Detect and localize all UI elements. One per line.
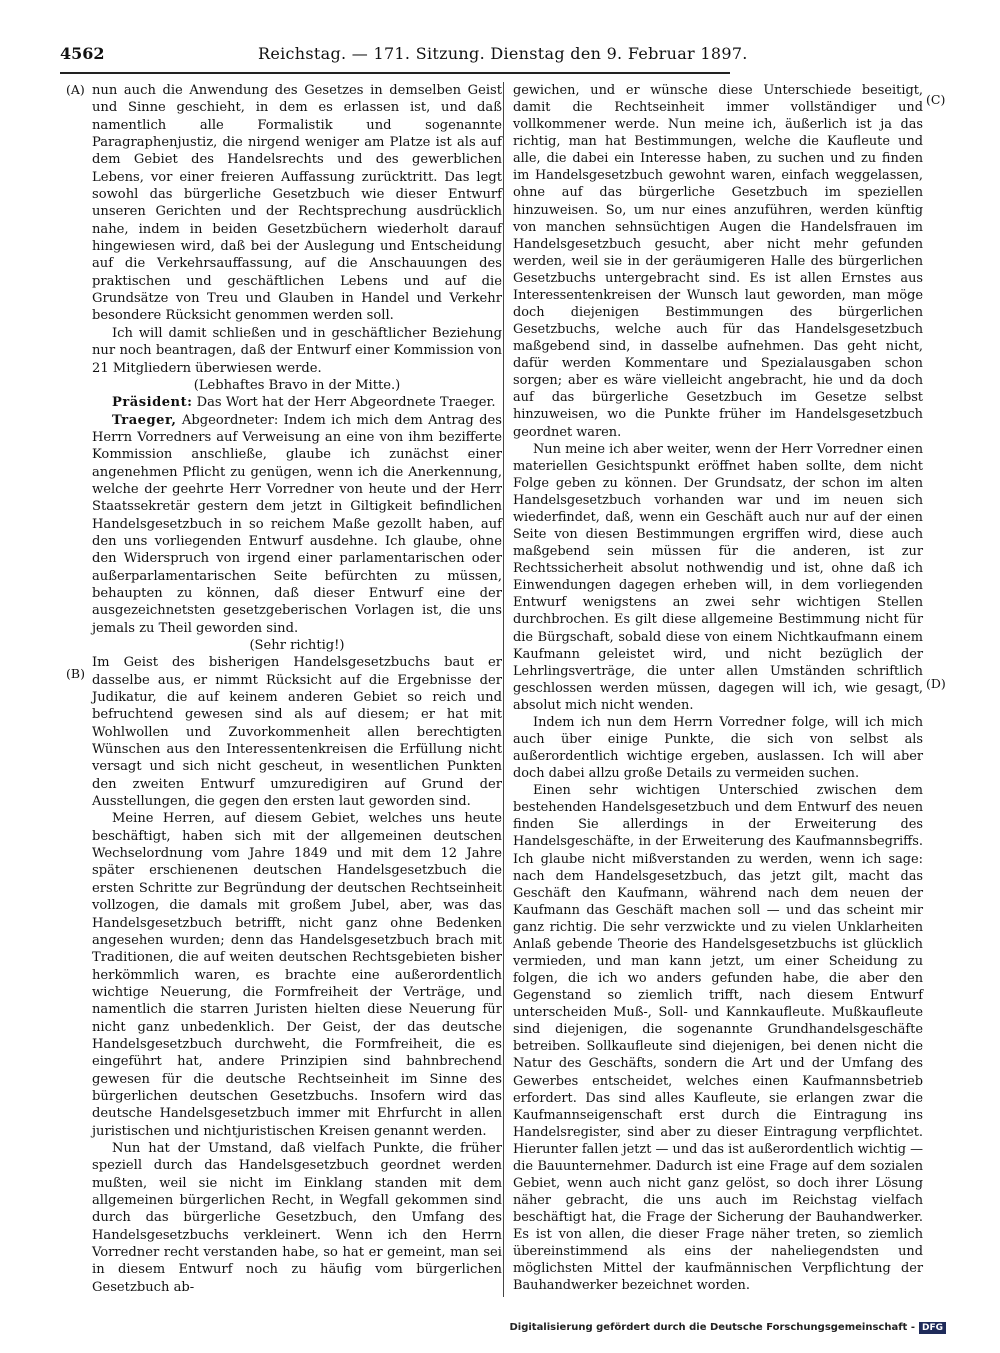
paragraph: Einen sehr wichtigen Unterschied zwischen dem bestehenden Handelsgesetzbuch und dem Entwurf des neuen finden Sie allerdings in der Erweiterung des Handelsgeschäfte, in der Erweiterung des Kaufmannsbegriffs. Ich glaube nicht mißverstanden zu werden, wenn ich sage: nach dem Handelsgesetzbuch, das jetzt gilt, macht das Geschäft den Kaufmann, während nach dem neuen der Kaufmann das Geschäft machen soll — und das scheint mir ganz richtig. Die sehr verzwickte und zu vielen Unklarheiten Anlaß gebende Theorie des Handelsgesetzbuchs ist glücklich vermieden, und man kann jetzt, um einer Scheidung zu folgen, die ich wo anders gefunden habe, die aber den Gegenstand so ziemlich trifft, nach diesem Entwurf unterscheiden Muß-, Soll- und Kannkaufleute. Mußkaufleute sind diejenigen, die sogenannte Grundhandelsgeschäfte betreiben. Sollkaufleute sind diejenigen, bei denen nicht die Natur des Geschäfts, sondern die Art und der Umfang des Gewerbes entscheidet, welches einen Kaufmannsbetrieb erfordert. Das sind alles Kaufleute, sie erlangen zwar die Kaufmannseigenschaft erst durch die Eintragung ins Handelsregister, sind aber zu dieser Eintragung verpflichtet. Hierunter fallen jetzt — und das ist außerordentlich wichtig — die Bauunternehmer. Dadurch ist eine Frage auf dem sozialen Gebiet, wenn auch nicht ganz gelöst, so doch ihrer Lösung näher gebracht, die uns auch im Reichstag vielfach beschäftigt hat, die Frage der Sicherung der Bauhandwerker. Es ist von allen, die dieser Frage näher treten, so ziemlich übereinstimmend als eins der naheliegendsten und möglichsten Mittel der kaufmännischen Verpflichtung der Bauhandwerker bezeichnet worden. <box>513 783 923 1294</box>
paragraph: gewichen, und er wünsche diese Unterschiede beseitigt, damit die Rechtseinheit immer vollständiger und vollkommener werde. Nun meine ich, äußerlich ist ja das richtig, man hat Bestimmungen, welche die Kaufleute und alle, die dabei ein Interesse haben, zu suchen und zu finden im Handelsgesetzbuch gewohnt waren, einfach weggelassen, ohne auf das bürgerliche Gesetzbuch im speziellen hinzuweisen. So, um nur eines anzuführen, werden künftig von manchen sehnsüchtigen Augen die Handelsfrauen im Handelsgesetzbuch gesucht, aber nicht mehr gefunden werden, weil sie in der geräumigeren Halle des bürgerlichen Gesetzbuchs untergebracht sind. Es ist allen Ernstes aus Interessentenkreisen der Wunsch laut geworden, man möge doch diejenigen Bestimmungen des bürgerlichen Gesetzbuchs, welche auch für das Handelsgesetzbuch maßgebend sind, in dasselbe aufnehmen. Das geht nicht, dafür werden Kommentare und Spezialausgaben schon sorgen; aber es wäre vielleicht angebracht, hie und da doch auf das bürgerliche Gesetzbuch im Gesetze selbst hinzuweisen, wo die Punkte früher im Handelsgesetzbuch geordnet waren. <box>513 83 923 440</box>
paragraph: Nun hat der Umstand, daß vielfach Punkte, die früher speziell durch das Handelsgesetzbuch geordnet werden mußten, weil sie nicht im Einklang standen mit dem allgemeinen bürgerlichen Recht, in Wegfall gekommen sind durch das bürgerliche Gesetzbuch, den Umfang des Handelsgesetzbuchs verkleinert. Wenn ich den Herrn Vorredner recht verstanden habe, so hat er gemeint, man sei in diesem Entwurf noch zu häufig vom bürgerlichen Gesetzbuch ab- <box>92 1140 502 1295</box>
paragraph: nun auch die Anwendung des Gesetzes in demselben Geist und Sinne geschieht, in dem es erlassen ist, und daß namentlich alle Formalistik und sogenannte Paragraphenjustiz, die nirgend weniger am Platze ist als auf dem Gebiet des Handelsrechts und des gewerblichen Lebens, vor einer freieren Auffassung zurücktritt. Das legt sowohl das bürgerliche Gesetzbuch wie dieser Entwurf unseren Gerichten und der Rechtsprechung ausdrücklich nahe, indem in beiden Gesetzbüchern wiederholt darauf hingewiesen wird, daß bei der Auslegung und Entscheidung auf die Verkehrsauffassung, auf die Anschauungen des praktischen und geschäftlichen Lebens und auf die Grundsätze von Treu und Glauben in Handel und Verkehr besondere Rücksicht genommen werden soll. <box>92 83 502 324</box>
paragraph: Nun meine ich aber weiter, wenn der Herr Vorredner einen materiellen Gesichtspunkt eröffnet haben sollte, dem nicht Folge geben zu können. Der Grundsatz, der schon im alten Handelsgesetzbuch vorhanden war und im neuen sich wiederfindet, daß, wenn ein Geschäft auch nur auf der einen Seite von diesen Bestimmungen ergriffen wird, diese auch maßgebend sein müssen für die anderen, ist zur Rechtssicherheit absolut nothwendig und ist, ohne daß ich Einwendungen dagegen erheben will, in dem vorliegenden Entwurf wenigstens an zwei sehr wichtigen Stellen durchbrochen. Es gilt diese allgemeine Bestimmung nicht für die Bürgschaft, sobald diese von einem Nichtkaufmann einem Kaufmann geleistet wird, und nicht bezüglich der Lehrlingsverträge, die unter allen Umständen schriftlich geschlossen werden müssen, dagegen will ich, wie gesagt, absolut mich nicht wenden. <box>513 441 923 713</box>
page-header <box>60 44 748 68</box>
interjection: (Lebhaftes Bravo in der Mitte.) <box>193 377 401 393</box>
credit-text: Digitalisierung gefördert durch die Deutsche Forschungsgemeinschaft - <box>509 1322 915 1333</box>
paragraph <box>92 412 502 637</box>
dfg-logo: DFG <box>919 1322 946 1334</box>
running-title: Reichstag. — 171. Sitzung. Dienstag den 9. Februar 1897. <box>258 44 748 63</box>
left-column <box>92 82 502 1296</box>
header-rule <box>60 72 730 74</box>
digitization-credit <box>509 1322 946 1334</box>
margin-marker-a: (A) <box>66 82 85 97</box>
paragraph: Indem ich nun dem Herrn Vorredner folge, will ich mich auch über einige Punkte, die sich von selbst als außerordentlich wichtige ergeben, auslassen. Ich will aber doch dabei allzu große Details zu vermeiden suchen. <box>513 714 923 782</box>
speech-text: Abgeordneter: Indem ich mich dem Antrag des Herrn Vorredners auf Verweisung an eine von ihm bezifferte Kommission anschließe, glaube ich zunächst einer angenehmen Pflicht zu genügen, wenn ich die Anerkennung, welche der geehrte Herr Vorredner von heute und der Herr Staatssekretär gestern dem jetzt in Giltigkeit befindlichen Handelsgesetzbuch in so reichem Maße gezollt haben, auf den uns vorliegenden Entwurf ausdehne. Ich glaube, ohne den Widerspruch von irgend einer parlamentarischen oder außerparlamentarischen Seite befürchten zu müssen, behaupten zu können, daß dieser Entwurf eine der ausgezeichnetsten gesetzgeberischen Vorlagen ist, die uns jemals zu Theil geworden sind. <box>92 412 502 636</box>
paragraph: Im Geist des bisherigen Handelsgesetzbuchs baut er dasselbe aus, er nimmt Rücksicht auf die Ergebnisse der Judikatur, die auf keinem anderen Gebiet so reich und befruchtend gewesen sind als auf diesem; er hat mit Wohlwollen und Zuvorkommenheit allen berechtigten Wünschen aus den Interessentenkreisen die Erfüllung nicht versagt und sich nicht gescheut, in wesentlichen Punkten den zweiten Entwurf umzuredigiren auf Grund der Ausstellungen, die gegen den ersten laut geworden sind. <box>92 655 502 810</box>
paragraph <box>92 394 502 411</box>
speech-text: Das Wort hat der Herr Abgeordnete Traeger. <box>192 395 496 411</box>
margin-marker-d: (D) <box>926 676 946 691</box>
speaker-name: Traeger, <box>112 412 177 428</box>
page-number: 4562 <box>60 44 105 63</box>
column-divider <box>503 82 504 1297</box>
margin-marker-c: (C) <box>926 92 946 107</box>
interjection: (Sehr richtig!) <box>249 638 345 653</box>
margin-marker-b: (B) <box>66 666 85 681</box>
paragraph: Meine Herren, auf diesem Gebiet, welches uns heute beschäftigt, haben sich mit der allgemeinen deutschen Wechselordnung vom Jahre 1849 und mit dem 12 Jahre später erschienenen deutschen Handelsgesetzbuch die ersten Schritte zur Begründung der deutschen Rechtseinheit vollzogen, die damals mit großem Jubel, aber, was das Handelsgesetzbuch betrifft, nicht ganz ohne Bedenken angesehen wurden; denn das Handelsgesetzbuch brach mit Traditionen, die auf weiten deutschen Rechtsgebieten bisher herkömmlich waren, es brachte eine außerordentlich wichtige Neuerung, die Formfreiheit der Verträge, und namentlich die starren Juristen hielten diese Neuerung für nicht ganz unbedenklich. Der Geist, der das deutsche Handelsgesetzbuch durchweht, die Formfreiheit, die es eingeführt hat, andere Prinzipien sind bahnbrechend gewesen für die deutsche Rechtseinheit im Sinne des bürgerlichen deutschen Gesetzbuchs. Insofern wird das deutsche Handelsgesetzbuch immer mit Ehrfurcht in allen juristischen und nichtjuristischen Kreisen genannt werden. <box>92 811 502 1139</box>
right-column <box>513 82 923 1295</box>
speaker-name: Präsident: <box>112 395 193 411</box>
paragraph: Ich will damit schließen und in geschäftlicher Beziehung nur noch beantragen, daß der Entwurf einer Kommission von 21 Mitgliedern überwiesen werde. <box>92 325 502 376</box>
